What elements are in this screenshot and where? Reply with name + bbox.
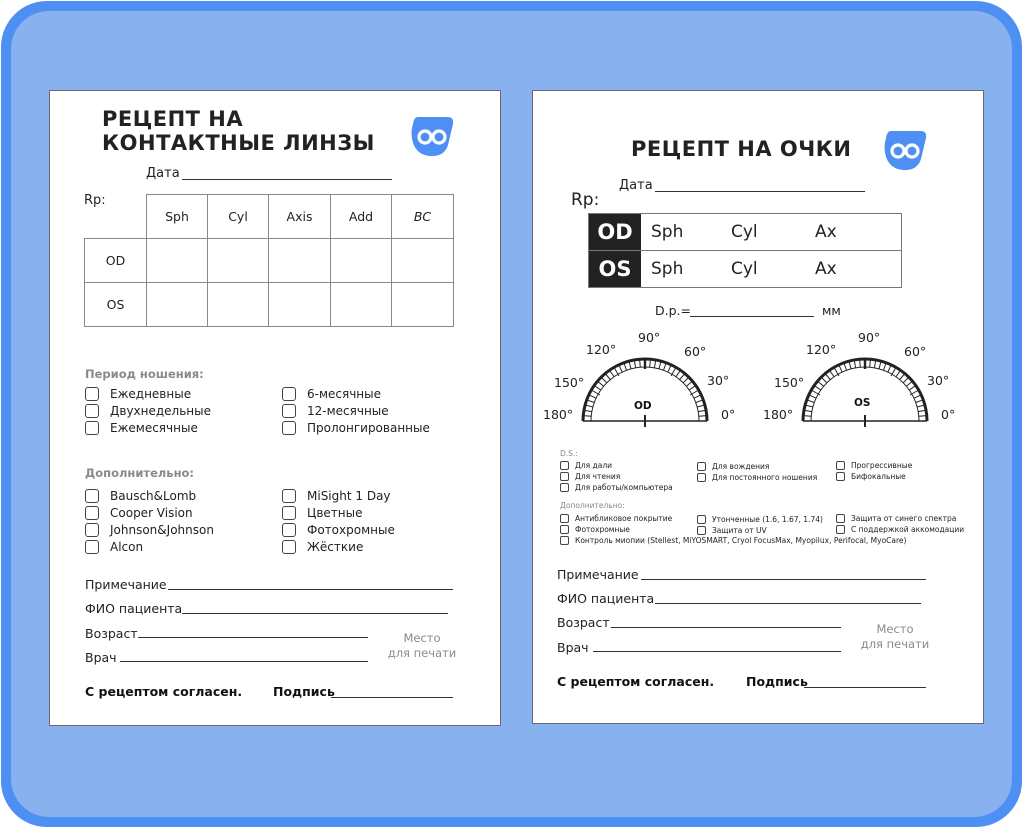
extra-blue-light[interactable]: Защита от синего спектра	[836, 514, 956, 523]
glasses-prescription-sheet	[532, 90, 984, 724]
wear-option-extended[interactable]: Пролонгированные	[282, 421, 430, 435]
checkbox[interactable]	[85, 540, 99, 554]
gauge-tick	[883, 363, 886, 371]
header-axis: Axis	[269, 195, 331, 239]
gauge-tick	[696, 400, 704, 403]
ds-title: D.S.:	[560, 449, 578, 458]
age-label: Возраст	[557, 615, 610, 630]
os-prescription-row	[588, 250, 902, 288]
gauge-tick	[903, 377, 909, 383]
rp-label: Rp:	[84, 193, 106, 208]
gauge-tick	[839, 365, 842, 372]
extra-uv[interactable]: Защита от UV	[697, 526, 767, 535]
checkbox[interactable]	[560, 525, 569, 534]
dp-unit: мм	[822, 303, 841, 318]
gauge-tick	[849, 361, 851, 369]
glasses-logo-icon	[408, 113, 456, 159]
od-label: OD	[589, 214, 641, 250]
extra-photochromic[interactable]: Фотохромные	[560, 525, 630, 534]
checkbox[interactable]	[85, 421, 99, 435]
gauge-tick	[906, 381, 912, 386]
od-prescription-row	[588, 213, 902, 251]
od-120: 120°	[586, 342, 617, 357]
od-ax[interactable]: Ax	[815, 222, 837, 242]
note-field[interactable]	[641, 579, 926, 580]
gauge-tick	[619, 365, 622, 372]
dp-label: D.p.=	[655, 303, 691, 318]
os-sph-cell[interactable]	[147, 283, 208, 327]
rp-label: Rp:	[571, 190, 600, 210]
ds-permanent[interactable]: Для постоянного ношения	[697, 473, 817, 482]
checkbox[interactable]	[85, 489, 99, 503]
ds-driving[interactable]: Для вождения	[697, 462, 769, 471]
extra-accommodation[interactable]: С поддержкой аккомодации	[836, 525, 964, 534]
date-field[interactable]	[655, 191, 865, 192]
gauge-tick	[663, 363, 666, 371]
gauge-tick	[640, 359, 641, 367]
contact-lens-prescription-sheet	[49, 90, 501, 726]
od-axis-cell[interactable]	[269, 239, 331, 283]
date-label: Дата	[146, 166, 180, 181]
os-30: 30°	[927, 373, 950, 388]
gauge-tick	[594, 385, 601, 390]
os-cyl[interactable]: Cyl	[731, 259, 758, 279]
checkbox[interactable]	[282, 523, 296, 537]
gauge-tick	[916, 400, 924, 403]
os-axis-gauge	[763, 327, 973, 427]
extra-myopia-control[interactable]: Контроль миопии (Stellest, MiYOSMART, Cryol FocusMax, Myopilux, Perifocal, MyoCare)	[560, 536, 906, 545]
os-ax[interactable]: Ax	[815, 259, 837, 279]
od-sph-cell[interactable]	[147, 239, 208, 283]
gauge-tick	[605, 374, 610, 380]
ds-bifocal[interactable]: Бифокальные	[836, 472, 906, 481]
wear-option-daily[interactable]: Ежедневные	[85, 387, 191, 401]
os-add-cell[interactable]	[331, 283, 392, 327]
note-field[interactable]	[168, 589, 453, 590]
signature-label: Подпись	[273, 684, 335, 699]
checkbox[interactable]	[282, 506, 296, 520]
gauge-tick	[825, 374, 830, 380]
od-0: 0°	[721, 407, 736, 422]
checkbox[interactable]	[836, 525, 845, 534]
checkbox[interactable]	[836, 461, 845, 470]
patient-name-label: ФИО пациента	[85, 601, 183, 616]
od-add-cell[interactable]	[331, 239, 392, 283]
gauge-tick	[629, 361, 631, 369]
checkbox[interactable]	[85, 523, 99, 537]
agree-label: С рецептом согласен.	[557, 674, 715, 689]
page-title-line1: РЕЦЕПТ НА	[102, 107, 244, 131]
os-cyl-cell[interactable]	[208, 283, 269, 327]
extra-anti-glare[interactable]: Антибликовое покрытие	[560, 514, 672, 523]
gauge-tick	[668, 365, 671, 372]
checkbox[interactable]	[697, 462, 706, 471]
gauge-tick	[609, 370, 614, 377]
gauge-tick	[818, 381, 824, 386]
od-90: 90°	[638, 330, 661, 345]
extra-alcon[interactable]: Alcon	[85, 540, 143, 554]
date-label: Дата	[619, 178, 653, 193]
os-60: 60°	[904, 344, 927, 359]
od-bc-cell[interactable]	[392, 239, 454, 283]
gauge-tick	[879, 361, 881, 369]
extra-rigid[interactable]: Жёсткие	[282, 540, 363, 554]
gauge-tick	[809, 395, 816, 398]
agree-label: С рецептом согласен.	[85, 684, 243, 699]
gauge-tick	[697, 405, 705, 407]
ds-distance[interactable]: Для дали	[560, 461, 612, 470]
gauge-tick	[909, 385, 916, 390]
ds-reading[interactable]: Для чтения	[560, 472, 620, 481]
dp-field[interactable]	[690, 316, 814, 317]
gauge-tick	[870, 359, 871, 367]
date-field[interactable]	[182, 179, 392, 180]
checkbox[interactable]	[560, 483, 569, 492]
od-sph[interactable]: Sph	[651, 222, 684, 242]
os-120: 120°	[806, 342, 837, 357]
od-cyl-cell[interactable]	[208, 239, 269, 283]
row-label-os: OS	[85, 283, 147, 327]
extra-thin[interactable]: Утонченные (1.6, 1.67, 1.74)	[697, 515, 823, 524]
checkbox[interactable]	[560, 514, 569, 523]
age-label: Возраст	[85, 626, 138, 641]
os-180: 180°	[763, 407, 794, 422]
gauge-tick	[821, 377, 827, 383]
gauge-tick	[919, 416, 927, 417]
checkbox[interactable]	[697, 515, 706, 524]
doctor-label: Врач	[557, 640, 589, 655]
extra-misight[interactable]: MiSight 1 Day	[282, 489, 391, 503]
checkbox[interactable]	[282, 387, 296, 401]
checkbox[interactable]	[282, 489, 296, 503]
gauge-tick	[650, 359, 651, 367]
ds-progressive[interactable]: Прогрессивные	[836, 461, 912, 470]
gauge-tick	[587, 400, 595, 403]
signature-field[interactable]	[804, 687, 926, 688]
row-label-od: OD	[85, 239, 147, 283]
gauge-tick	[676, 370, 681, 377]
gauge-tick	[699, 416, 707, 417]
gauge-tick	[659, 361, 661, 369]
os-bc-cell[interactable]	[392, 283, 454, 327]
gauge-tick	[917, 405, 925, 407]
gauge-tick	[680, 374, 685, 380]
stamp-area: Место для печати	[860, 622, 930, 651]
os-150: 150°	[774, 375, 805, 390]
checkbox[interactable]	[282, 404, 296, 418]
doctor-label: Врач	[85, 650, 117, 665]
checkbox[interactable]	[836, 472, 845, 481]
patient-name-label: ФИО пациента	[557, 591, 655, 606]
gauge-tick	[583, 416, 591, 417]
od-gauge-label: OD	[634, 400, 652, 412]
gauge-tick	[585, 405, 593, 407]
gauge-tick	[805, 405, 813, 407]
od-axis-gauge	[543, 327, 753, 427]
od-180: 180°	[543, 407, 574, 422]
header-cyl: Cyl	[208, 195, 269, 239]
page-title-line2: КОНТАКТНЫЕ ЛИНЗЫ	[102, 131, 375, 155]
od-30: 30°	[707, 373, 730, 388]
checkbox[interactable]	[85, 404, 99, 418]
os-0: 0°	[941, 407, 956, 422]
lens-parameters-table	[84, 194, 454, 327]
extra-photochromic[interactable]: Фотохромные	[282, 523, 395, 537]
checkbox[interactable]	[836, 514, 845, 523]
checkbox[interactable]	[697, 526, 706, 535]
od-cyl[interactable]: Cyl	[731, 222, 758, 242]
stamp-area: Место для печати	[387, 631, 457, 660]
gauge-tick	[624, 363, 627, 371]
extra-colored[interactable]: Цветные	[282, 506, 362, 520]
checkbox[interactable]	[560, 461, 569, 470]
gauge-tick	[601, 377, 607, 383]
ds-computer[interactable]: Для работы/компьютера	[560, 483, 673, 492]
doctor-field[interactable]	[593, 651, 841, 652]
wear-option-biweekly[interactable]: Двухнедельные	[85, 404, 211, 418]
wear-option-6-month[interactable]: 6-месячные	[282, 387, 381, 401]
os-90: 90°	[858, 330, 881, 345]
wear-option-12-month[interactable]: 12-месячные	[282, 404, 389, 418]
checkbox[interactable]	[85, 506, 99, 520]
extra-title: Дополнительно:	[560, 501, 625, 510]
gauge-tick	[589, 395, 596, 398]
header-add: Add	[331, 195, 392, 239]
gauge-tick	[814, 385, 821, 390]
checkbox[interactable]	[282, 421, 296, 435]
age-field[interactable]	[138, 637, 368, 638]
gauge-tick	[686, 381, 692, 386]
gauge-tick	[803, 416, 811, 417]
wear-period-title: Период ношения:	[85, 367, 204, 381]
os-sph[interactable]: Sph	[651, 259, 684, 279]
gauge-tick	[683, 377, 689, 383]
os-label: OS	[589, 251, 641, 287]
gauge-tick	[900, 374, 905, 380]
signature-label: Подпись	[746, 674, 808, 689]
gauge-tick	[829, 370, 834, 377]
checkbox[interactable]	[560, 472, 569, 481]
patient-name-field[interactable]	[182, 613, 448, 614]
extra-cooper-vision[interactable]: Cooper Vision	[85, 506, 193, 520]
od-150: 150°	[554, 375, 585, 390]
glasses-logo-icon	[881, 127, 929, 173]
header-bc: BC	[392, 195, 454, 239]
doctor-field[interactable]	[120, 661, 368, 662]
gauge-tick	[888, 365, 891, 372]
extra-title: Дополнительно:	[85, 466, 195, 480]
checkbox[interactable]	[697, 473, 706, 482]
gauge-tick	[694, 395, 701, 398]
extra-bausch-lomb[interactable]: Bausch&Lomb	[85, 489, 196, 503]
os-axis-cell[interactable]	[269, 283, 331, 327]
gauge-tick	[896, 370, 901, 377]
gauge-tick	[914, 395, 921, 398]
extra-johnson-johnson[interactable]: Johnson&Johnson	[85, 523, 214, 537]
gauge-tick	[860, 359, 861, 367]
gauge-tick	[598, 381, 604, 386]
checkbox[interactable]	[560, 536, 569, 545]
od-60: 60°	[684, 344, 707, 359]
table-corner	[85, 195, 147, 239]
signature-field[interactable]	[331, 697, 453, 698]
gauge-tick	[844, 363, 847, 371]
header-sph: Sph	[147, 195, 208, 239]
checkbox[interactable]	[282, 540, 296, 554]
age-field[interactable]	[611, 627, 841, 628]
patient-name-field[interactable]	[655, 603, 921, 604]
gauge-tick	[807, 400, 815, 403]
gauge-tick	[689, 385, 696, 390]
note-label: Примечание	[85, 577, 167, 592]
page-title: РЕЦЕПТ НА ОЧКИ	[631, 137, 852, 161]
note-label: Примечание	[557, 567, 639, 582]
wear-option-monthly[interactable]: Ежемесячные	[85, 421, 198, 435]
checkbox[interactable]	[85, 387, 99, 401]
os-gauge-label: OS	[854, 397, 871, 409]
